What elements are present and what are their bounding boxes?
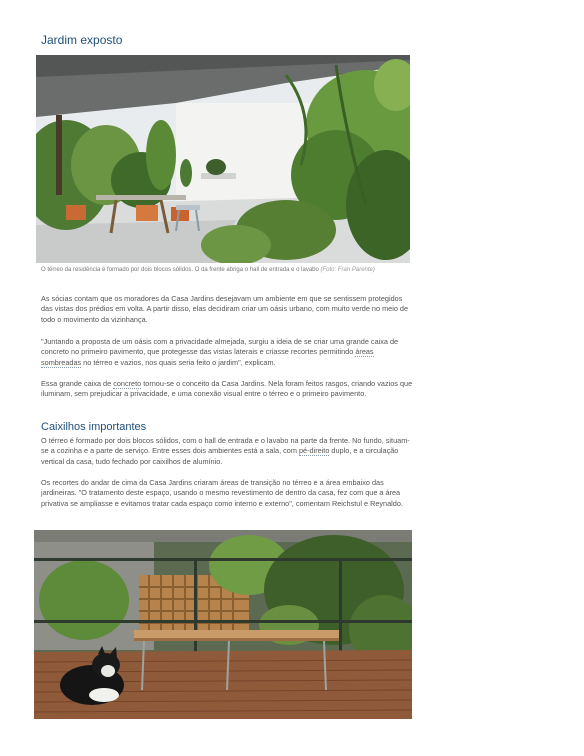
paragraph xyxy=(41,379,413,400)
paragraph-text: O térreo é formado por dois blocos sólidos, com o hall de entrada e o lavabo na parte da frente. No fundo, situam-se a cozinha e a parte de serviço. Entre esses dois ambientes está a sala, com xyxy=(41,436,410,456)
paragraph-text: Essa grande caixa de xyxy=(41,379,114,388)
paragraph: Os recortes do andar de cima da Casa Jardins criaram áreas de transição no térreo e a área embaixo das jardineiras. "O tratamento deste espaço, usando o mesmo revestimento de dentro da casa, fez com que a área privativa se ampliasse e evitamos tratar cada espaço como interno e externo", comentam Reichstul e Reynaldo. xyxy=(41,478,403,508)
link-areas-sombreadas[interactable]: áreas sombreadas xyxy=(41,347,374,367)
paragraph-text: no térreo e vazios, nos quais seria feito o jardim", explicam. xyxy=(81,357,276,367)
link-concreto[interactable]: concreto xyxy=(113,379,142,388)
photo-caption xyxy=(41,267,411,273)
paragraph-text: tornou-se o conceito da Casa Jardins. Nela foram feitos rasgos, criando vazios que iluminam, sem prejudicar a privacidade, e uma conexão visual entre o térreo e o primeiro pavimento. xyxy=(41,379,413,399)
paragraph: As sócias contam que os moradores da Casa Jardins desejavam um ambiente em que se sentissem protegidos das vistas dos prédios em volta. A partir disso, elas decidiram criar um oásis urbano, com muito verde no meio de todo o movimento da vizinhança. xyxy=(41,294,409,324)
paragraph xyxy=(41,337,413,368)
paragraph-text: "Juntando a proposta de um oásis com a privacidade almejada, surgiu a ideia de se criar uma grande caixa de concreto no primeiro pavimento, que protegesse das vistas laterais e criasse recortes permitindo xyxy=(41,337,399,357)
paragraph-text: duplo, e a circulação vertical da casa, tudo fechado por caixilhos de alumínio. xyxy=(41,446,399,466)
deck-photo xyxy=(34,530,412,719)
link-pe-direito[interactable]: pé-direito xyxy=(298,446,330,456)
paragraph xyxy=(41,436,413,467)
ground-floor-photo xyxy=(36,55,410,263)
subheading: Caixilhos importantes xyxy=(41,421,147,433)
caption-text: O térreo da residência é formado por dois blocos sólidos. O da frente abriga o hall de entrada e o lavabo xyxy=(41,267,319,273)
photo-credit: (Foto: Fran Parente) xyxy=(320,267,375,273)
section-title: Jardim exposto xyxy=(41,33,123,47)
